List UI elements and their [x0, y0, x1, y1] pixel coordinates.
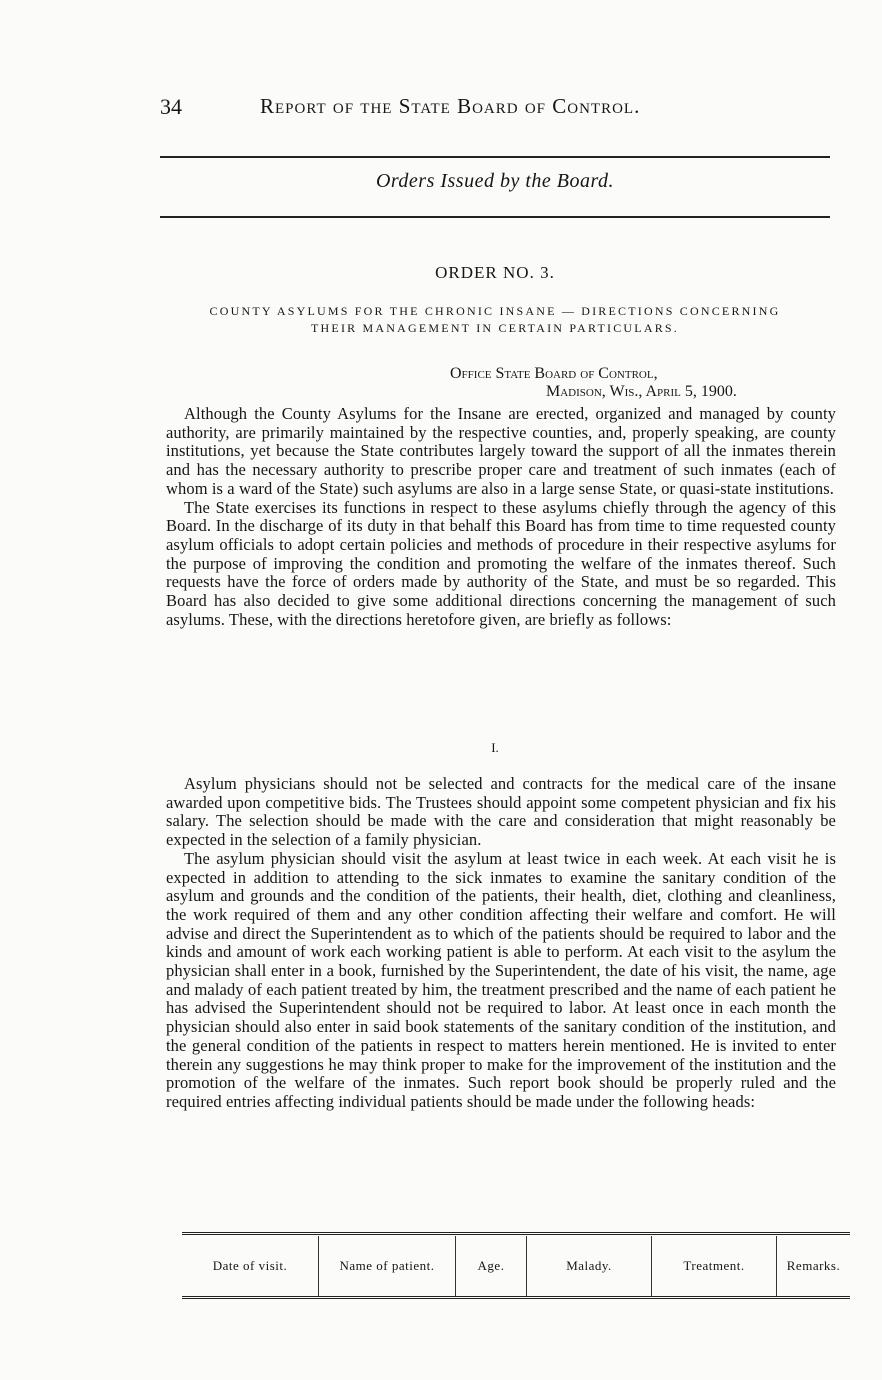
- paragraph: The asylum physician should visit the asylum at least twice in each week. At each visit he is expected in addition to attending to the sick inmates to examine the sanitary condition of the asylum and grounds and the condition of the patients, their health, diet, clothing and cleanliness, the work required of them and any other condition affecting their welfare and comfort. He will advise and direct the Superintendent as to which of the patients should be required to labor and the kinds and amount of work each working patient is able to perform. At each visit to the asylum the physician shall enter in a book, furnished by the Superintendent, the date of his visit, the name, age and malady of each patient treated by him, the treatment prescribed and the name of each patient he has advised the Superintendent should not be required to labor. At least once in each month the physician should also enter in said book statements of the sanitary condition of the institution, and the general condition of the patients in respect to matters herein mentioned. He is invited to enter therein any suggestions he may think proper to make for the improvement of the institution and the promotion of the welfare of the inmates. Such report book should be properly ruled and the required entries affecting individual patients should be made under the following heads:: [166, 848, 836, 1111]
- intro-text: [166, 405, 836, 629]
- office-line-1: Office State Board of Control,: [450, 365, 658, 382]
- table-header-age: Age.: [456, 1236, 527, 1296]
- table-header-name: Name of patient.: [319, 1236, 456, 1296]
- section-title: Orders Issued by the Board.: [375, 170, 615, 192]
- subtitle-line-2: THEIR MANAGEMENT IN CERTAIN PARTICULARS.: [311, 321, 679, 335]
- table-header-treatment: Treatment.: [652, 1236, 777, 1296]
- order-title: ORDER NO. 3.: [435, 263, 555, 282]
- section-text: [166, 775, 836, 1112]
- table-rule-top: [182, 1232, 850, 1235]
- table-rule-bottom: [182, 1296, 850, 1299]
- section-number: I.: [491, 740, 499, 755]
- paragraph: The State exercises its functions in respect to these asylums chiefly through the agency of this Board. In the discharge of its duty in that behalf this Board has from time to time requested county asylum officials to adopt certain policies and methods of procedure in their respective asylums for the purpose of improving the condition and promoting the welfare of the inmates thereof. Such requests have the force of orders made by authority of the State, and must be so regarded. This Board has also decided to give some additional directions concerning the management of such asylums. These, with the directions heretofore given, are briefly as follows:: [166, 497, 836, 629]
- office-line-2: Madison, Wis., April 5, 1900.: [546, 383, 737, 400]
- running-title: Report of the State Board of Control.: [260, 94, 641, 118]
- table-header-remarks: Remarks.: [777, 1236, 851, 1296]
- header-rule-top: [160, 156, 830, 158]
- order-subtitle: [160, 303, 830, 337]
- subtitle-line-1: COUNTY ASYLUMS FOR THE CHRONIC INSANE — DIRECTIONS CONCERNING: [209, 304, 781, 318]
- table-header-date: Date of visit.: [212, 1258, 288, 1273]
- page-header: [160, 94, 830, 124]
- header-rule-bottom: [160, 216, 830, 218]
- report-book-headings-table: [182, 1236, 850, 1296]
- table-header-malady: Malady.: [527, 1236, 652, 1296]
- office-dateline: [450, 365, 830, 401]
- paragraph: Although the County Asylums for the Insane are erected, organized and managed by county authority, are primarily maintained by the respective counties, and, properly speaking, are county institutions, yet because the State contributes largely toward the support of all the inmates therein and has the necessary authority to prescribe proper care and treatment of such inmates (each of whom is a ward of the State) such asylums are also in a large sense State, or quasi-state institutions.: [166, 404, 836, 498]
- paragraph: Asylum physicians should not be selected and contracts for the medical care of the insane awarded upon competitive bids. The Trustees should appoint some competent physician and fix his salary. The selection should be made with the care and consideration that might reasonably be expected in the selection of a family physician.: [166, 774, 836, 850]
- page-number: 34: [160, 94, 182, 119]
